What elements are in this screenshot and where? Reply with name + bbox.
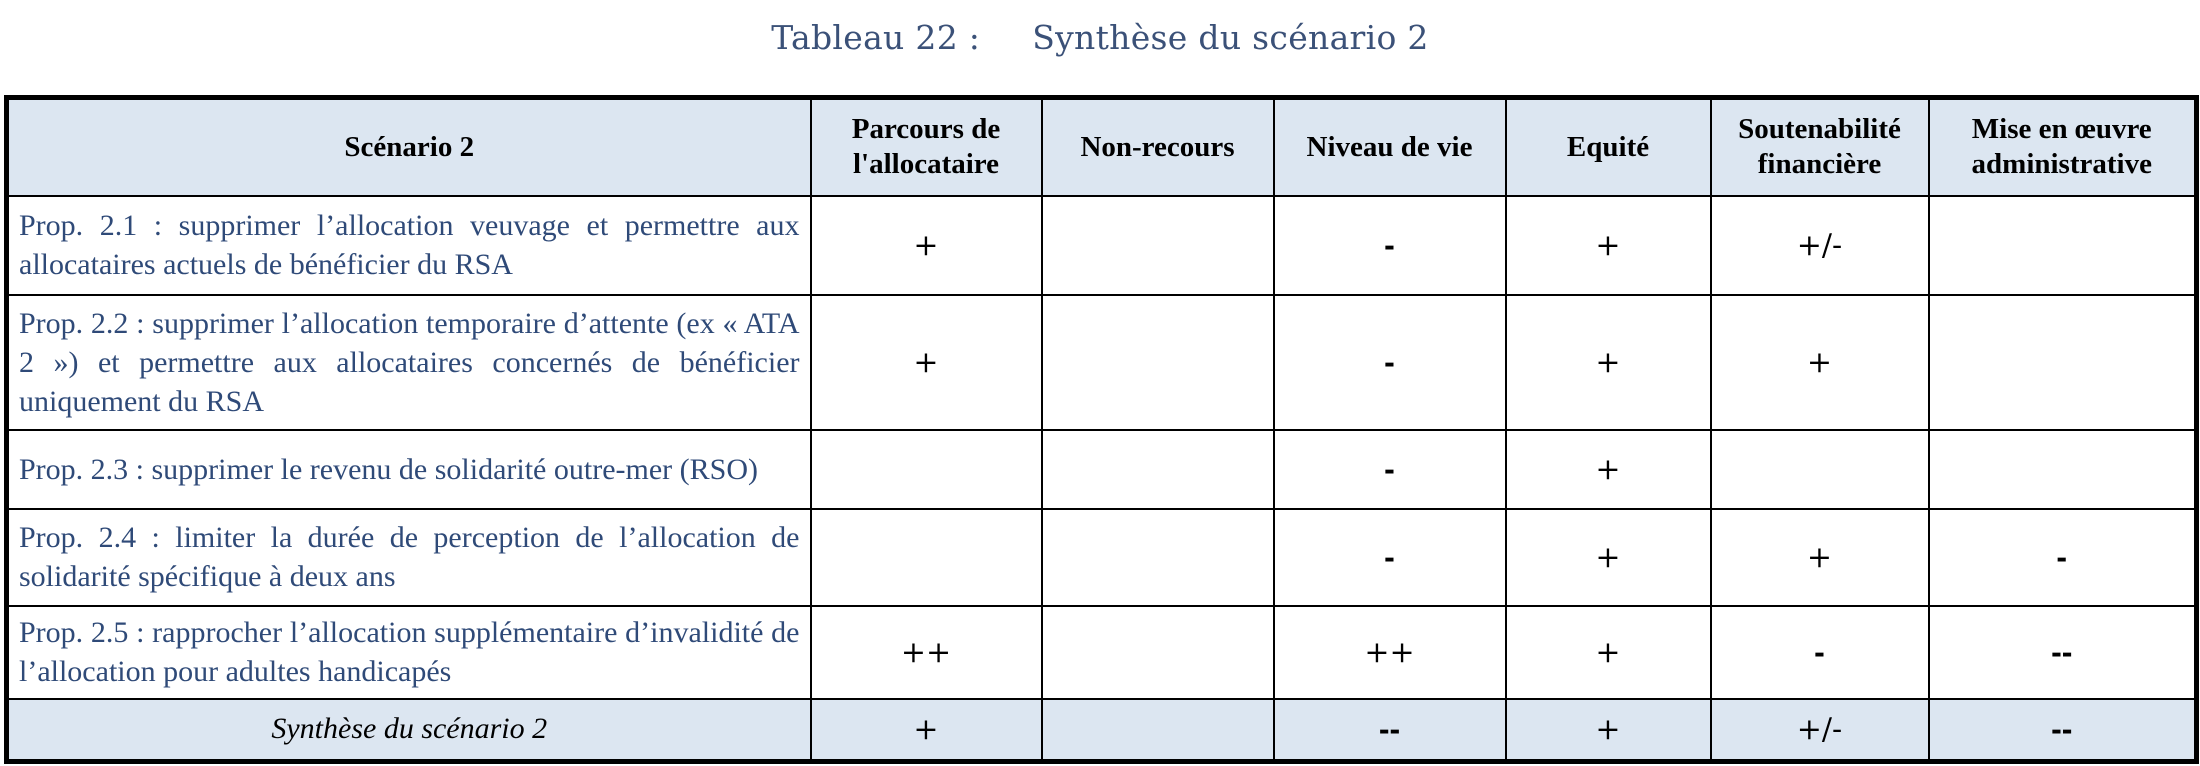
cell-parcours: + xyxy=(811,196,1042,295)
cell-niveau-de-vie: - xyxy=(1274,430,1506,509)
row-label: Prop. 2.5 : rapprocher l’allocation supplémentaire d’invalidité de l’allocation pour adultes handicapés xyxy=(7,606,811,699)
summary-parcours: + xyxy=(811,699,1042,762)
cell-non-recours xyxy=(1042,606,1274,699)
header-scenario: Scénario 2 xyxy=(7,98,811,196)
cell-non-recours xyxy=(1042,196,1274,295)
table-row xyxy=(7,606,2197,699)
row-label: Prop. 2.3 : supprimer le revenu de solidarité outre-mer (RSO) xyxy=(7,430,811,509)
cell-mise-en-oeuvre xyxy=(1929,430,2197,509)
cell-niveau-de-vie: - xyxy=(1274,509,1506,606)
cell-equite: + xyxy=(1506,430,1711,509)
cell-parcours: ++ xyxy=(811,606,1042,699)
header-equite: Equité xyxy=(1506,98,1711,196)
cell-equite: + xyxy=(1506,295,1711,430)
cell-niveau-de-vie: - xyxy=(1274,295,1506,430)
cell-parcours xyxy=(811,509,1042,606)
table-row xyxy=(7,430,2197,509)
summary-non-recours xyxy=(1042,699,1274,762)
summary-equite: + xyxy=(1506,699,1711,762)
cell-soutenabilite: - xyxy=(1711,606,1929,699)
cell-niveau-de-vie: - xyxy=(1274,196,1506,295)
cell-mise-en-oeuvre: -- xyxy=(1929,606,2197,699)
summary-niveau-de-vie: -- xyxy=(1274,699,1506,762)
cell-niveau-de-vie: ++ xyxy=(1274,606,1506,699)
cell-soutenabilite: + xyxy=(1711,509,1929,606)
cell-parcours: + xyxy=(811,295,1042,430)
summary-row xyxy=(7,699,2197,762)
table-row xyxy=(7,295,2197,430)
cell-non-recours xyxy=(1042,430,1274,509)
cell-parcours xyxy=(811,430,1042,509)
cell-mise-en-oeuvre xyxy=(1929,295,2197,430)
caption-number: Tableau 22 : xyxy=(771,18,981,57)
header-non-recours: Non-recours xyxy=(1042,98,1274,196)
header-row xyxy=(7,98,2197,196)
synthesis-table xyxy=(4,95,2199,764)
header-soutenabilite: Soutenabilité financière xyxy=(1711,98,1929,196)
table-row xyxy=(7,509,2197,606)
cell-mise-en-oeuvre xyxy=(1929,196,2197,295)
summary-soutenabilite: +/- xyxy=(1711,699,1929,762)
summary-label: Synthèse du scénario 2 xyxy=(7,699,811,762)
row-label: Prop. 2.1 : supprimer l’allocation veuvage et permettre aux allocataires actuels de bénéficier du RSA xyxy=(7,196,811,295)
caption-title: Synthèse du scénario 2 xyxy=(1032,18,1429,57)
cell-mise-en-oeuvre: - xyxy=(1929,509,2197,606)
cell-soutenabilite: +/- xyxy=(1711,196,1929,295)
row-label: Prop. 2.2 : supprimer l’allocation temporaire d’attente (ex « ATA 2 ») et permettre aux allocataires concernés de bénéficier uniquement du RSA xyxy=(7,295,811,430)
cell-non-recours xyxy=(1042,509,1274,606)
summary-mise-en-oeuvre: -- xyxy=(1929,699,2197,762)
cell-soutenabilite: + xyxy=(1711,295,1929,430)
cell-equite: + xyxy=(1506,196,1711,295)
row-label: Prop. 2.4 : limiter la durée de perception de l’allocation de solidarité spécifique à deux ans xyxy=(7,509,811,606)
header-parcours: Parcours de l'allocataire xyxy=(811,98,1042,196)
cell-non-recours xyxy=(1042,295,1274,430)
cell-equite: + xyxy=(1506,606,1711,699)
table-caption xyxy=(0,18,2200,57)
table-row xyxy=(7,196,2197,295)
cell-soutenabilite xyxy=(1711,430,1929,509)
header-niveau-de-vie: Niveau de vie xyxy=(1274,98,1506,196)
cell-equite: + xyxy=(1506,509,1711,606)
header-mise-en-oeuvre: Mise en œuvre administrative xyxy=(1929,98,2197,196)
